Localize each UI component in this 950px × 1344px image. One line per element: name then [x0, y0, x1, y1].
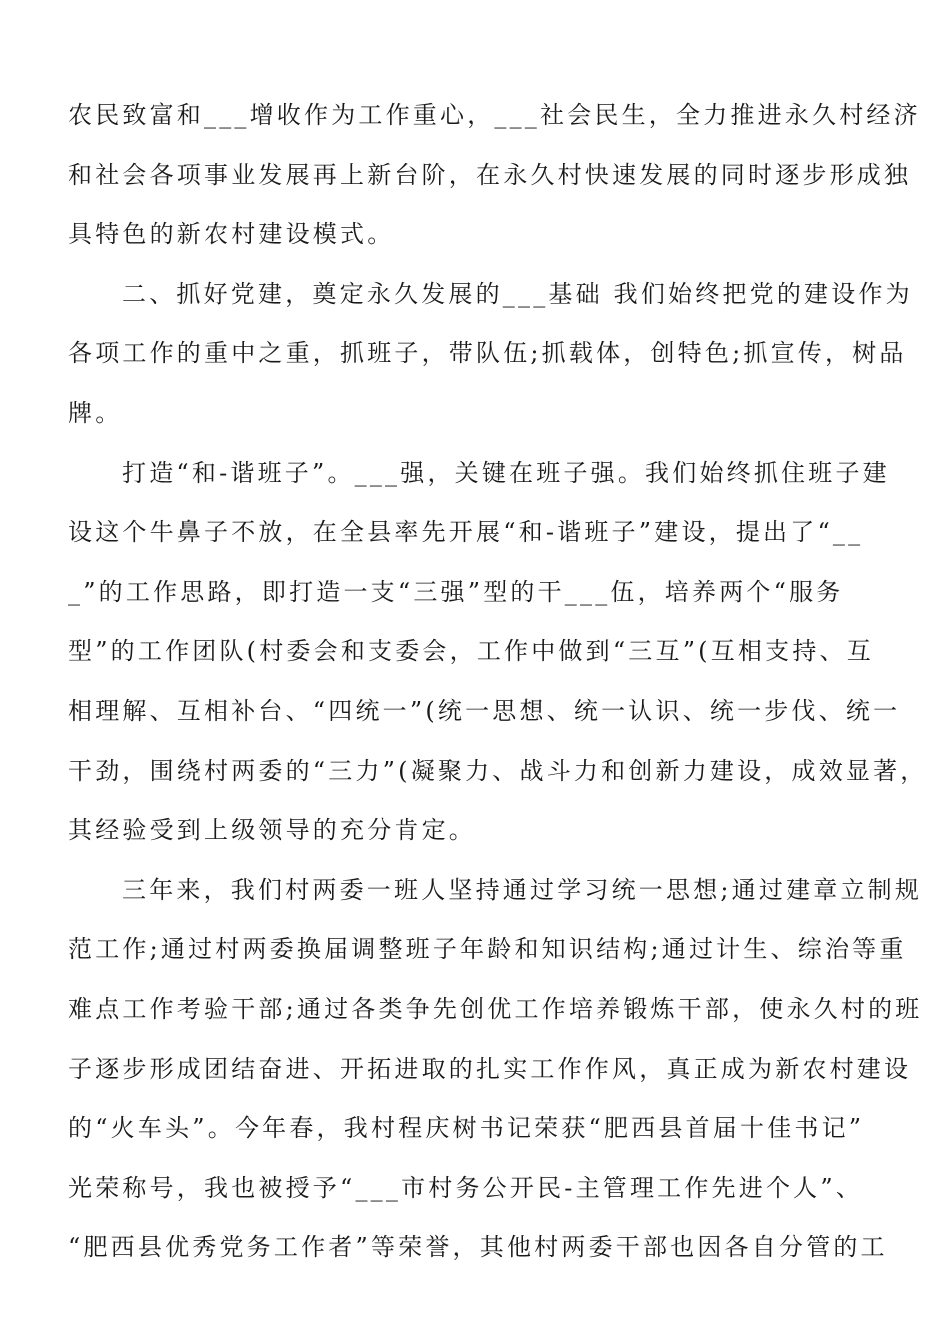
text-line: 子逐步形成团结奋进、开拓进取的扎实工作作风，真正成为新农村建设 — [68, 1054, 912, 1083]
text-line: 牌。 — [68, 398, 123, 427]
text-line: 难点工作考验干部;通过各类争先创优工作培养锻炼干部，使永久村的班 — [68, 994, 923, 1023]
text-line: 三年来，我们村两委一班人坚持通过学习统一思想;通过建章立制规 — [122, 875, 923, 904]
document-body — [68, 86, 928, 1278]
text-line: 的“火车头”。今年春，我村程庆树书记荣获“肥西县首届十佳书记” — [68, 1114, 865, 1143]
paragraph-2 — [68, 265, 913, 444]
text-line: 型”的工作团队(村委会和支委会，工作中做到“三互”(互相支持、互 — [68, 637, 874, 666]
text-line: _”的工作思路，即打造一支“三强”型的干___伍，培养两个“服务 — [68, 577, 844, 606]
text-line: 范工作;通过村两委换届调整班子年龄和知识结构;通过计生、综治等重 — [68, 935, 907, 964]
paragraph-4 — [68, 861, 923, 1278]
paragraph-1 — [68, 86, 921, 265]
text-line: 各项工作的重中之重，抓班子，带队伍;抓载体，创特色;抓宣传，树品 — [68, 339, 907, 368]
text-line: 相理解、互相补台、“四统一”(统一思想、统一认识、统一步伐、统一 — [68, 696, 901, 725]
text-line: 打造“和-谐班子”。___强，关键在班子强。我们始终抓住班子建 — [122, 458, 890, 487]
text-line: 农民致富和___增收作为工作重心，___社会民生，全力推进永久村经济 — [68, 101, 921, 129]
text-line: 设这个牛鼻子不放，在全县率先开展“和-谐班子”建设，提出了“__ — [68, 518, 864, 547]
text-line: 干劲，围绕村两委的“三力”(凝聚力、战斗力和创新力建设，成效显著， — [68, 756, 928, 785]
text-line: 其经验受到上级领导的充分肯定。 — [68, 816, 476, 845]
text-line: 二、抓好党建，奠定永久发展的___基础 我们始终把党的建设作为 — [122, 279, 913, 308]
text-line: 光荣称号，我也被授予“___市村务公开民-主管理工作先进个人”、 — [68, 1173, 864, 1202]
text-line: “肥西县优秀党务工作者”等荣誉，其他村两委干部也因各自分管的工 — [68, 1233, 888, 1262]
text-line: 具特色的新农村建设模式。 — [68, 220, 395, 249]
paragraph-3 — [68, 444, 928, 861]
text-line: 和社会各项事业发展再上新台阶，在永久村快速发展的同时逐步形成独 — [68, 160, 912, 189]
